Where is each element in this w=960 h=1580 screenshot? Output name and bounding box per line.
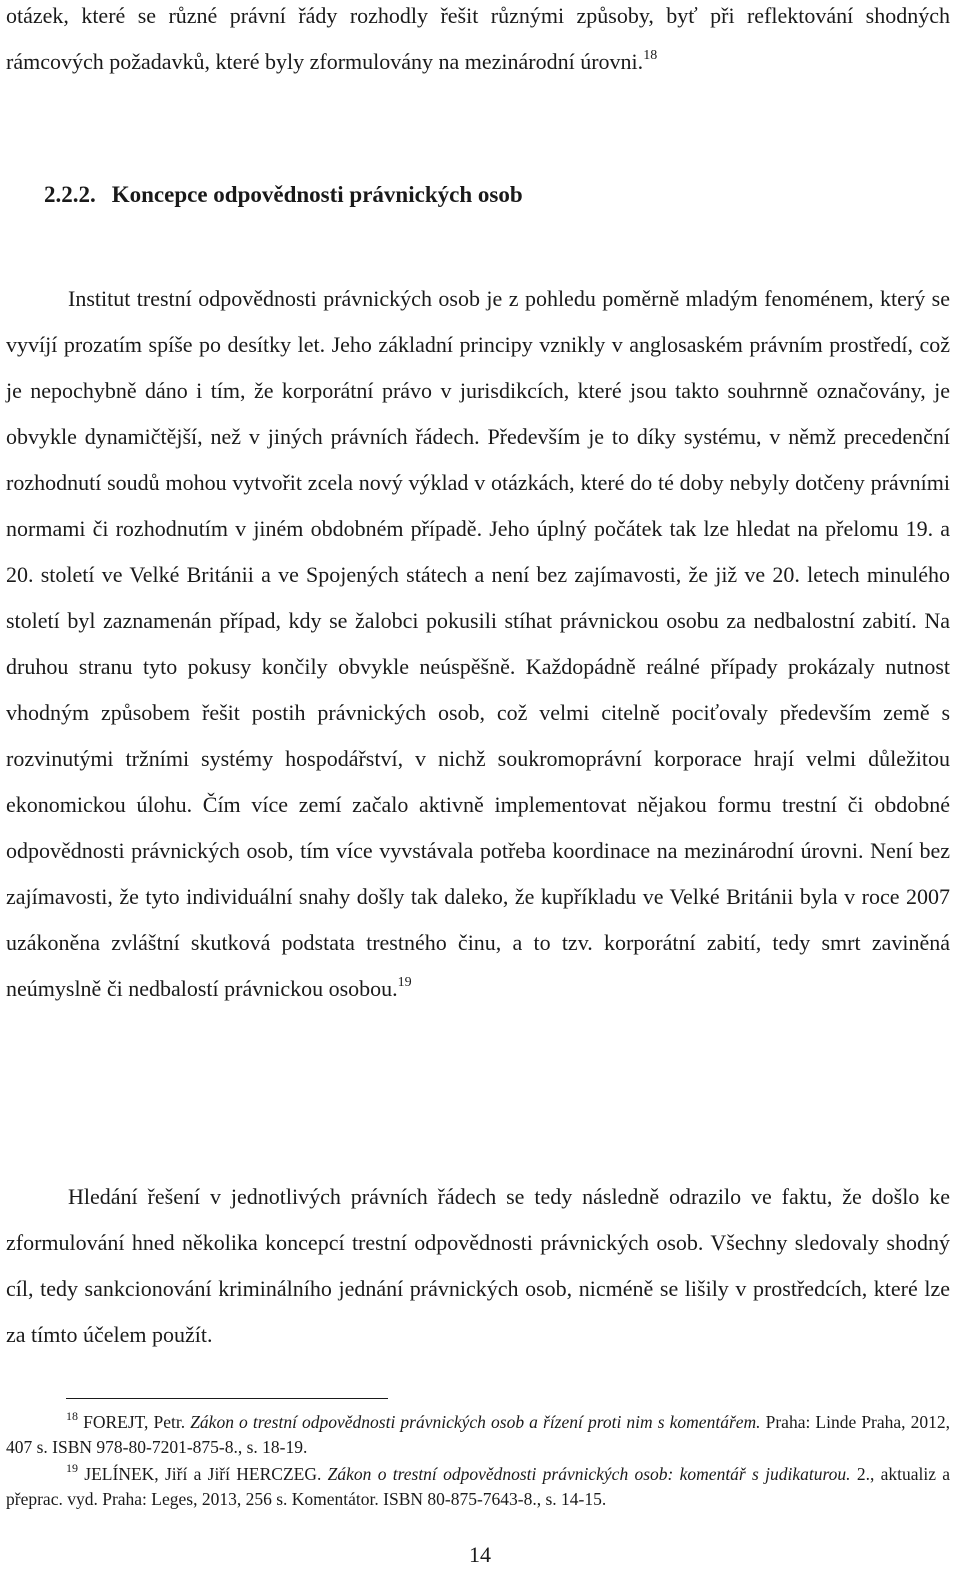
paragraph-text: Institut trestní odpovědnosti právnických osob je z pohledu poměrně mladým fenoménem, který se vyvíjí prozatím spíše po desítky let. Jeho základní principy vznikly v anglosaském právním prostředí, což je nepochybně dáno i tím, že korporátní právo v jurisdikcích, které jsou takto souhrnně označovány, je obvykle dynamičtější, než v jiných právních řádech. Především je to díky systému, v němž precedenční rozhodnutí soudů mohou vytvořit zcela nový výklad v otázkách, které do té doby nebyly dotčeny právními normami či rozhodnutím v jiném obdobném případě. Jeho úplný počátek tak lze hledat na přelomu 19. a 20. století ve Velké Británii a ve Spojených státech a není bez zajímavosti, že již ve 20. letech minulého století byl zaznamenán případ, kdy se žalobci pokusili stíhat právnickou osobu za nedbalostní zabití. Na druhou stranu tyto pokusy končily obvykle neúspěšně. Každopádně reálné případy prokázaly nutnost vhodným způsobem řešit postih právnických osob, což velmi citelně pociťovaly především země s rozvinutými tržními systémy hospodářství, v nichž soukromoprávní korporace hrají velmi důležitou ekonomickou úlohu. Čím více zemí začalo aktivně implementovat nějakou formu trestní či obdobné odpovědnosti právnických osob, tím více vyvstávala potřeba koordinace na mezinárodní úrovni. Není bez zajímavosti, že tyto individuální snahy došly tak daleko, že kupříkladu ve Velké Británii byla v roce 2007 uzákoněna zvláštní skutková podstata trestného činu, a to tzv. korporátní zabití, tedy smrt zaviněná neúmyslně či nedbalostí právnickou osobou. — [6, 286, 950, 1001]
footnote-title: Zákon o trestní odpovědnosti právnických osob: komentář s judikaturou. — [327, 1464, 851, 1484]
page-number: 14 — [469, 1542, 491, 1567]
footnote-separator — [66, 1398, 388, 1399]
paragraph-closing — [6, 1174, 950, 1358]
footnote-publication: 2., aktualiz a přeprac. vyd. Praha: Leges, 2013, 256 s. Komentátor. ISBN 80-875-7643-8., s. 14-15. — [6, 1464, 951, 1509]
paragraph-text: Hledání řešení v jednotlivých právních řádech se tedy následně odrazilo ve faktu, že došlo ke zformulování hned několika koncepcí trestní odpovědnosti právnických osob. Všechny sledovaly shodný cíl, tedy sankcionování kriminálního jednání právnických osob, nicméně se lišily v prostředcích, které lze za tímto účelem použít. — [6, 1184, 950, 1347]
footnote-18 — [6, 1410, 950, 1460]
section-number: 2.2.2. — [44, 182, 96, 207]
footnote-reference-18[interactable]: 18 — [643, 48, 658, 63]
section-heading — [44, 178, 523, 212]
footnote-reference-19[interactable]: 19 — [397, 975, 412, 990]
paragraph-main — [6, 276, 950, 1012]
footnote-publication: Praha: Linde Praha, 2012, 407 s. ISBN 978-80-7201-875-8., s. 18-19. — [6, 1412, 951, 1457]
section-title: Koncepce odpovědnosti právnických osob — [111, 182, 523, 207]
paragraph-text: otázek, které se různé právní řády rozhodly řešit různými způsoby, byť při reflektování shodných rámcových požadavků, které byly zformulovány na mezinárodní úrovni. — [6, 3, 950, 74]
footnote-author: JELÍNEK, Jiří a Jiří HERCZEG. — [84, 1464, 322, 1484]
footnote-number: 18 — [66, 1409, 78, 1423]
footnote-title: Zákon o trestní odpovědnosti právnických osob a řízení proti nim s komentářem. — [190, 1412, 761, 1432]
footnote-19 — [6, 1462, 950, 1512]
footnote-author: FOREJT, Petr. — [83, 1412, 186, 1432]
footnote-number: 19 — [66, 1461, 78, 1475]
paragraph-continuation — [6, 0, 950, 85]
